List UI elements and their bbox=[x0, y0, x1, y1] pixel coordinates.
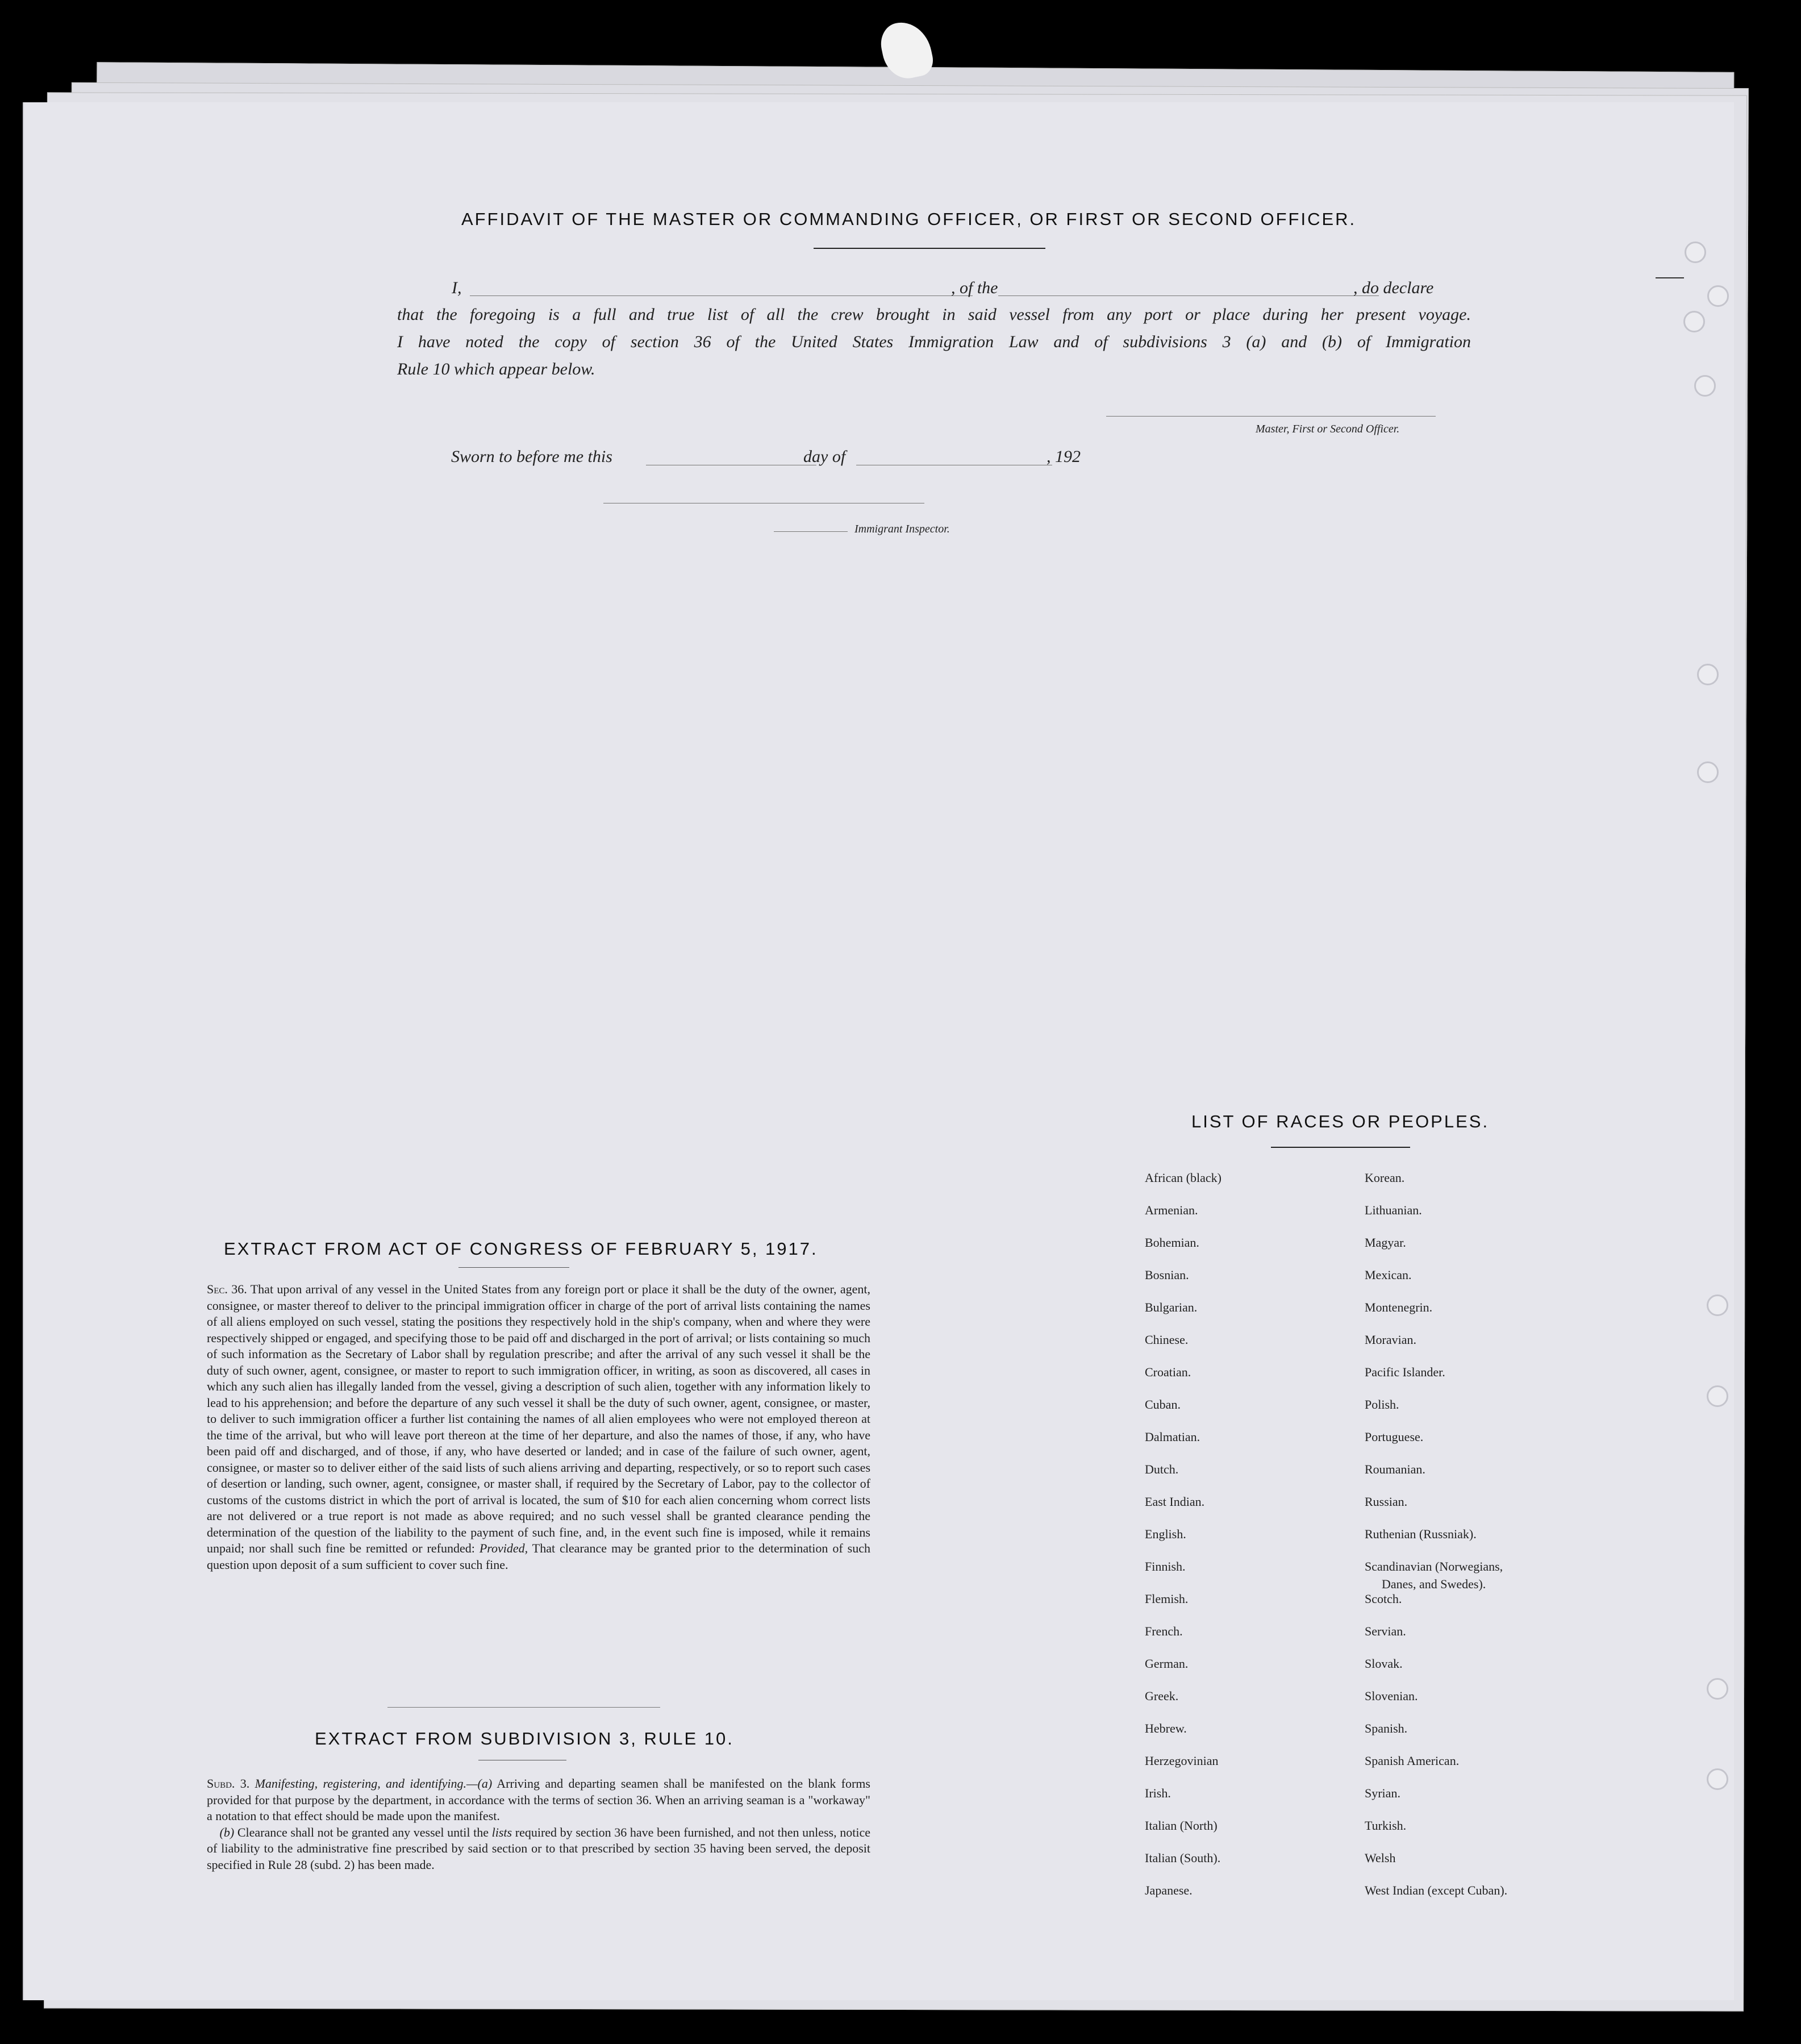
punch-hole bbox=[1697, 761, 1719, 783]
race-item: Korean. bbox=[1365, 1171, 1405, 1185]
race-item: Croatian. bbox=[1145, 1365, 1191, 1379]
races-underline bbox=[1271, 1147, 1410, 1148]
punch-hole bbox=[1707, 285, 1729, 307]
race-item: Spanish American. bbox=[1365, 1754, 1460, 1768]
race-item: Bosnian. bbox=[1145, 1268, 1189, 1282]
race-item: Lithuanian. bbox=[1365, 1203, 1422, 1217]
extract-act-title: EXTRACT FROM ACT OF CONGRESS OF FEBRUARY 5, 1917. bbox=[224, 1239, 818, 1259]
race-item: Montenegrin. bbox=[1365, 1300, 1433, 1314]
race-item: Italian (South). bbox=[1145, 1851, 1221, 1865]
race-item: Finnish. bbox=[1145, 1559, 1186, 1573]
inspector-caption: Immigrant Inspector. bbox=[854, 523, 950, 535]
race-item: Welsh bbox=[1365, 1851, 1396, 1865]
race-item: Bulgarian. bbox=[1145, 1300, 1198, 1314]
master-signature-line[interactable] bbox=[1106, 416, 1436, 417]
affidavit-line-start: I, bbox=[452, 278, 462, 297]
punch-hole bbox=[1707, 1768, 1728, 1790]
race-item: Armenian. bbox=[1145, 1203, 1198, 1217]
race-item: Mexican. bbox=[1365, 1268, 1412, 1282]
race-item: Dalmatian. bbox=[1145, 1430, 1200, 1444]
extract-rule-title: EXTRACT FROM SUBDIVISION 3, RULE 10. bbox=[315, 1729, 734, 1749]
inspector-caption-line bbox=[774, 531, 848, 532]
punch-hole bbox=[1707, 1678, 1728, 1700]
section-36-text: Sec. 36. That upon arrival of any vessel in the United States from any foreign port or place it shall be the duty of the owner, agent, consignee, or master thereof to deliver to the principal immigration officer in charge of the port of arrival lists containing the names of all aliens employed on such vessel, stating the positions they respectively hold in the ship's company, when and where they were respectively shipped or engaged, and specifying those to be paid off and discharged in the port of arrival; or lists containing so much of such information as the Secretary of Labor shall by regulation prescribe; and after the arrival of any such vessel it shall be the duty of such owner, agent, consignee, or master to report to such immigration officer, in writing, as soon as discovered, all cases in which any such alien has illegally landed from the vessel, giving a description of such alien, together with any information likely to lead to his apprehension; and before the departure of any such vessel it shall be the duty of such owner, agent, consignee, or master, to deliver to such immigration officer a further list containing the names of all alien employees who were not employed thereon at the time of the arrival, but who will leave port thereon at the time of her departure, and also the names of those, if any, who have been paid off and discharged, and of those, if any, who have deserted or landed; and in case of the failure of such owner, agent, consignee, or master so to deliver either of the said lists of such aliens arriving and departing, respectively, or so to report such cases of desertion or landing, such owner, agent, consignee, or master shall, if required by the Secretary of Labor, pay to the collector of customs of the customs district in which the port of arrival is located, the sum of $10 for each alien concerning whom correct lists are not delivered or a true report is not made as above required; and no such vessel shall be granted clearance pending the determination of the question of the liability to the payment of such fine, and, in the event such fine is imposed, while it remains unpaid; nor shall such fine be remitted or refunded: Provided, That clearance may be granted prior to the determination of such question upon deposit of a sum sufficient to cover such fine. bbox=[207, 1282, 871, 1572]
master-caption: Master, First or Second Officer. bbox=[1256, 423, 1400, 435]
race-item: Ruthenian (Russniak). bbox=[1365, 1527, 1477, 1541]
race-item: Italian (North) bbox=[1145, 1818, 1218, 1833]
race-item: Pacific Islander. bbox=[1365, 1365, 1445, 1379]
race-item: Syrian. bbox=[1365, 1786, 1400, 1800]
affidavit-text-line-4: Rule 10 which appear below. bbox=[397, 360, 595, 378]
name-blank-line[interactable] bbox=[470, 295, 973, 296]
margin-mark bbox=[1656, 277, 1684, 278]
section-divider bbox=[387, 1707, 660, 1708]
race-item: East Indian. bbox=[1145, 1495, 1205, 1509]
punch-hole bbox=[1683, 311, 1705, 332]
punch-hole bbox=[1697, 664, 1719, 685]
race-item: Hebrew. bbox=[1145, 1721, 1187, 1735]
vessel-blank-line[interactable] bbox=[998, 295, 1379, 296]
race-item: Russian. bbox=[1365, 1495, 1408, 1509]
race-item: Japanese. bbox=[1145, 1883, 1193, 1897]
subdivision-3-text: Subd. 3. Manifesting, registering, and identifying.—(a) Arriving and departing seamen shall be manifested on the blank forms provided for that purpose by the department, in accordance with the terms of section 36. When an arriving seaman is a "workaway" a notation to that effect should be made upon the manifest. (b) Clearance shall not be granted any vessel until the lists required by section 36 have been furnished, and not then unless, notice of liability to the administrative fine prescribed by said section or to that prescribed by section 35 having been served, the deposit specified in Rule 28 (subd. 2) has been made. bbox=[207, 1776, 871, 1872]
race-item: Magyar. bbox=[1365, 1235, 1406, 1250]
race-item: Polish. bbox=[1365, 1397, 1399, 1412]
race-item: Slovenian. bbox=[1365, 1689, 1418, 1703]
race-item: French. bbox=[1145, 1624, 1183, 1638]
affidavit-text-line-3: I have noted the copy of section 36 of the United States Immigration Law and of subdivisions 3 (a) and (b) of Immigration bbox=[397, 332, 1471, 351]
punch-hole bbox=[1685, 242, 1706, 263]
race-item: Scotch. bbox=[1365, 1592, 1402, 1606]
race-item: English. bbox=[1145, 1527, 1186, 1541]
race-item: West Indian (except Cuban). bbox=[1365, 1883, 1508, 1897]
race-item: Spanish. bbox=[1365, 1721, 1408, 1735]
race-item: Turkish. bbox=[1365, 1818, 1407, 1833]
race-item: Chinese. bbox=[1145, 1333, 1189, 1347]
race-item: Slovak. bbox=[1365, 1656, 1403, 1671]
affidavit-line-end: , do declare bbox=[1353, 278, 1434, 297]
race-item: German. bbox=[1145, 1656, 1189, 1671]
race-item: Cuban. bbox=[1145, 1397, 1181, 1412]
punch-hole bbox=[1707, 1385, 1728, 1407]
affidavit-title: AFFIDAVIT OF THE MASTER OR COMMANDING OFFICER, OR FIRST OR SECOND OFFICER. bbox=[461, 209, 1357, 229]
race-item: Roumanian. bbox=[1365, 1462, 1425, 1476]
sworn-text-mid: day of bbox=[803, 447, 846, 466]
affidavit-line-mid: , of the bbox=[951, 278, 998, 297]
document-page bbox=[23, 102, 1734, 2000]
punch-hole bbox=[1707, 1294, 1728, 1316]
sworn-text-start: Sworn to before me this bbox=[451, 447, 612, 466]
race-item: Portuguese. bbox=[1365, 1430, 1424, 1444]
race-item-continuation: Danes, and Swedes). bbox=[1382, 1577, 1486, 1591]
race-item: Servian. bbox=[1365, 1624, 1406, 1638]
affidavit-text-line-2: that the foregoing is a full and true list of all the crew brought in said vessel from any port or place during her present voyage. bbox=[397, 305, 1471, 324]
race-item: African (black) bbox=[1145, 1171, 1221, 1185]
extract-act-underline bbox=[458, 1267, 569, 1268]
race-item: Bohemian. bbox=[1145, 1235, 1199, 1250]
punch-hole bbox=[1694, 375, 1716, 397]
sworn-text-end: , 192 bbox=[1047, 447, 1081, 466]
race-item: Irish. bbox=[1145, 1786, 1171, 1800]
race-item: Herzegovinian bbox=[1145, 1754, 1219, 1768]
race-item: Moravian. bbox=[1365, 1333, 1417, 1347]
race-item: Scandinavian (Norwegians, bbox=[1365, 1559, 1503, 1573]
race-item: Flemish. bbox=[1145, 1592, 1189, 1606]
races-title: LIST OF RACES OR PEOPLES. bbox=[1191, 1111, 1490, 1131]
race-item: Greek. bbox=[1145, 1689, 1179, 1703]
title-underline bbox=[814, 248, 1045, 249]
race-item: Dutch. bbox=[1145, 1462, 1179, 1476]
